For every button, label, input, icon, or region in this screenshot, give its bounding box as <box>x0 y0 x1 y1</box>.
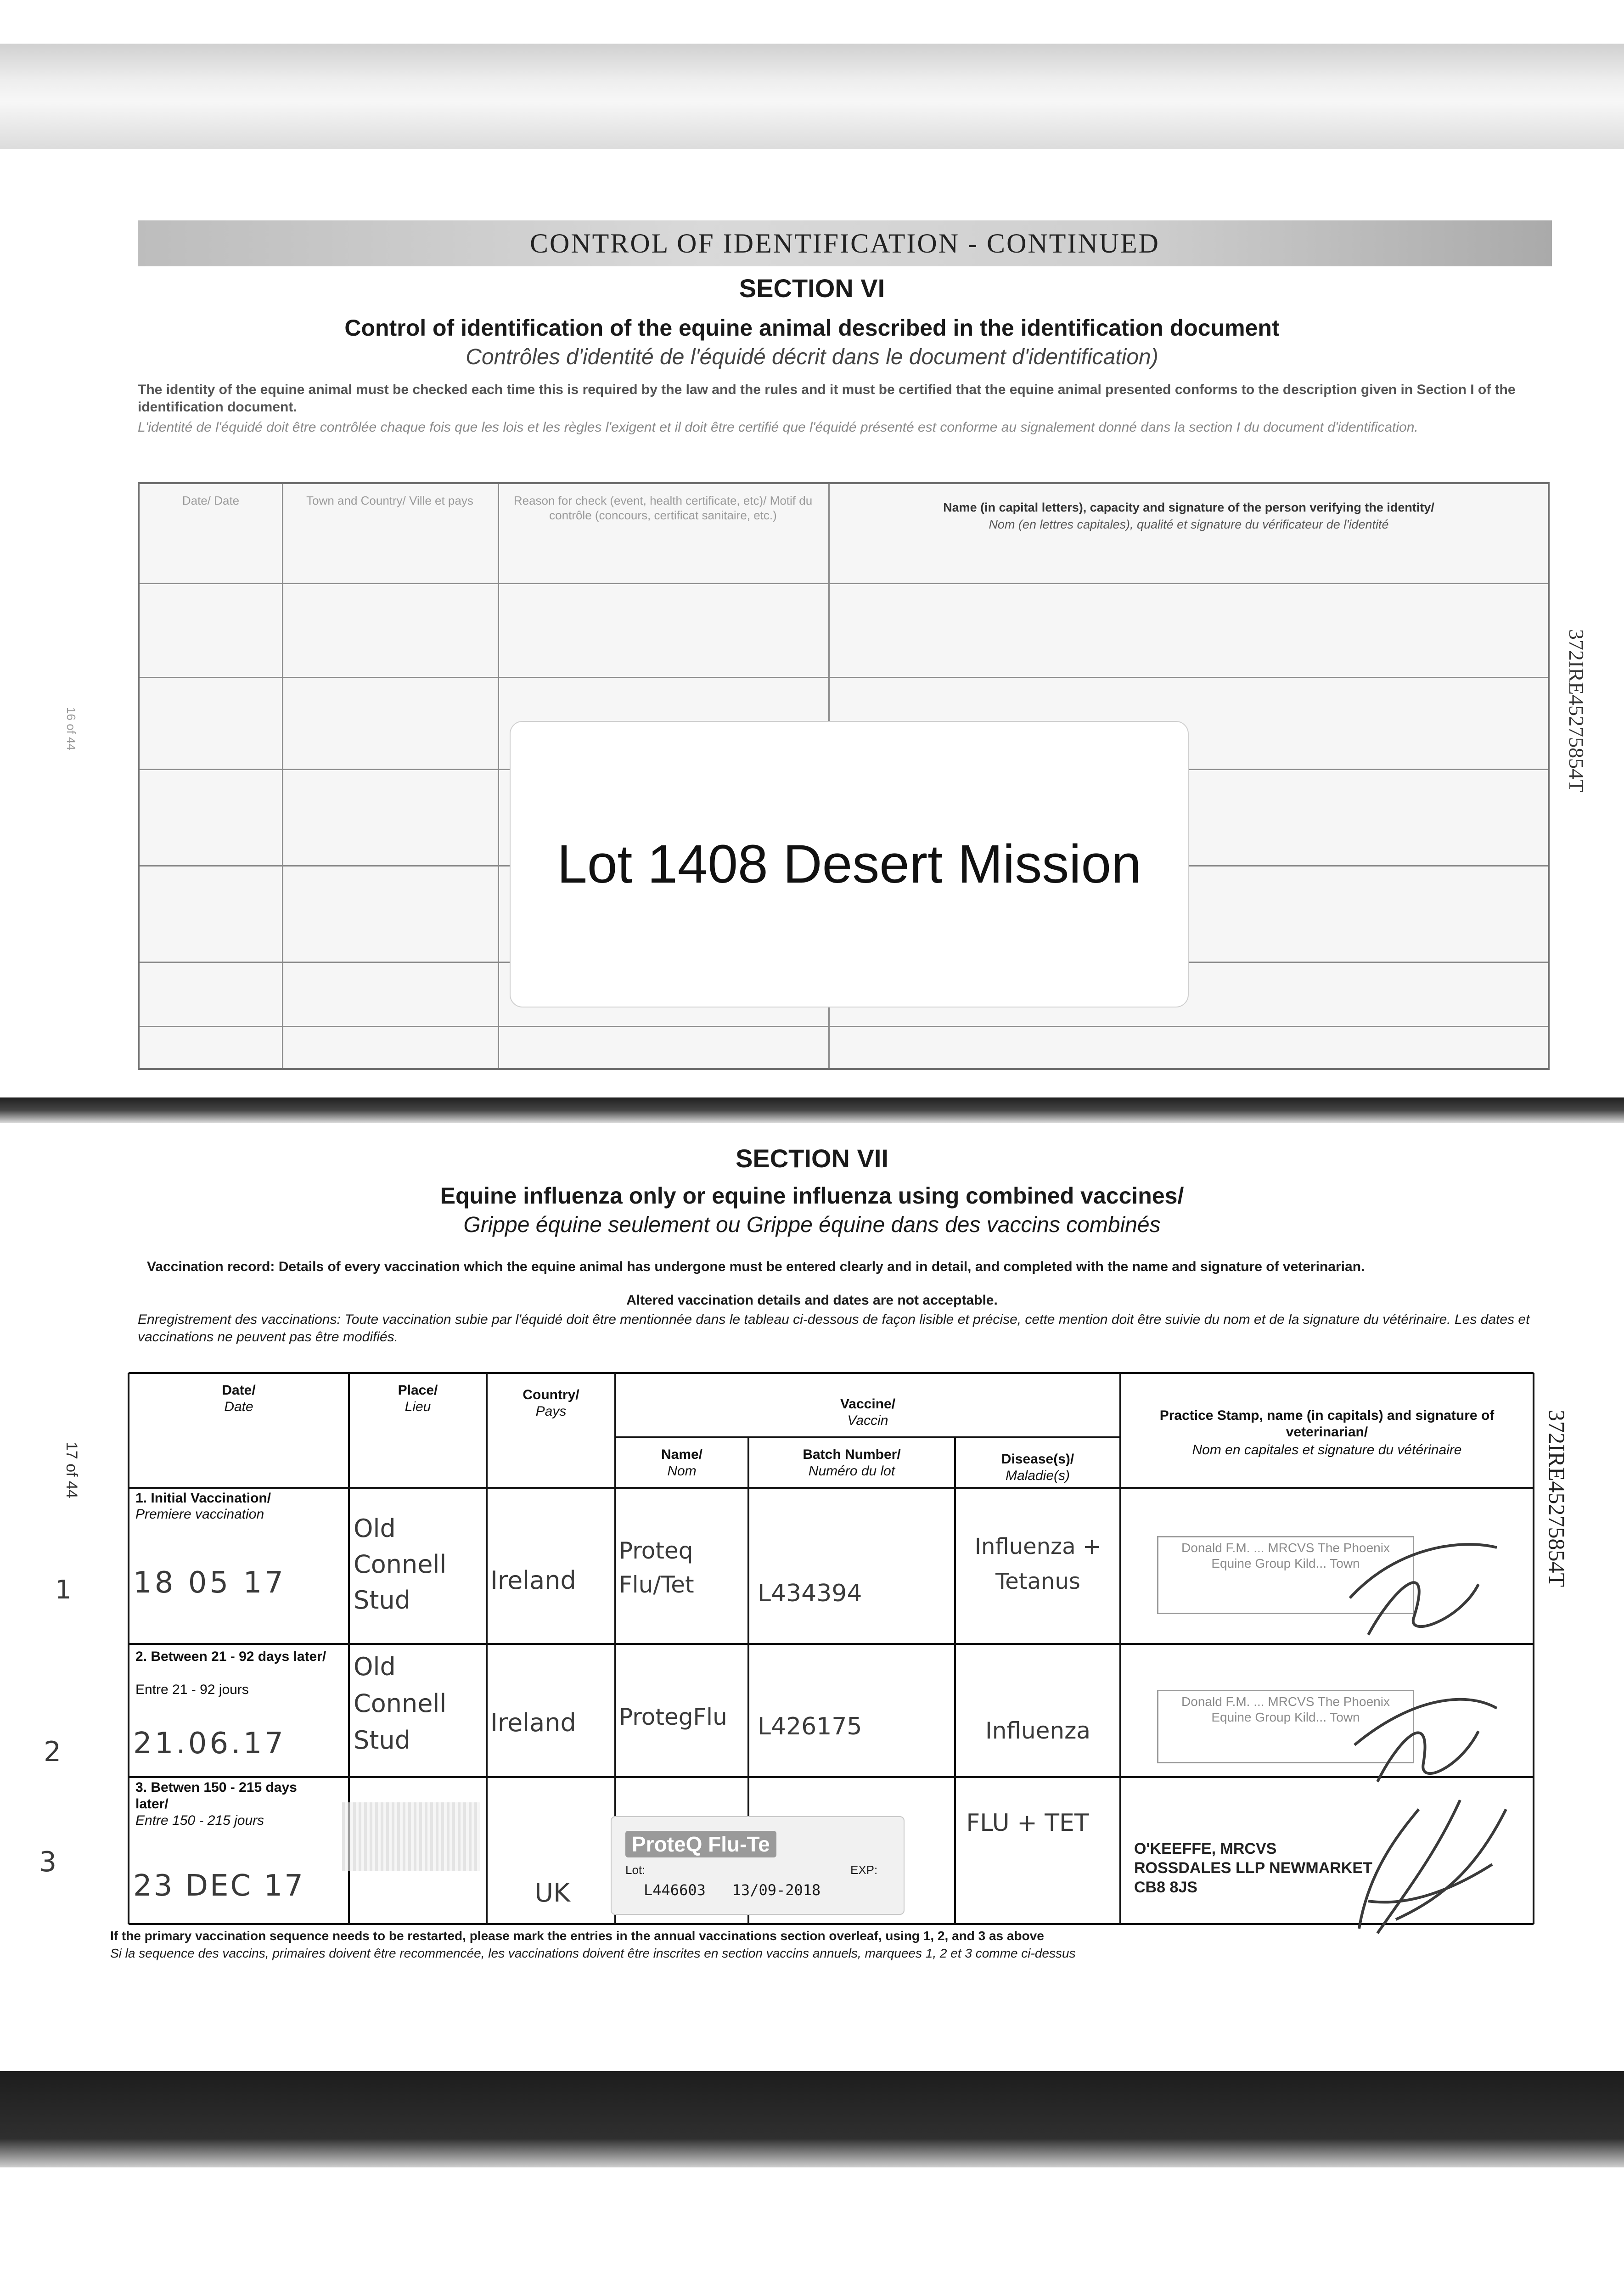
row3-disease: FLU + TET <box>966 1809 1089 1837</box>
row1-vet-stamp: Donald F.M. ... MRCVS The Phoenix Equine Group Kild... Town <box>1157 1536 1414 1614</box>
th-name: Name/ <box>661 1447 703 1462</box>
row3-country: UK <box>534 1878 570 1908</box>
margin-number-2: 2 <box>44 1736 62 1768</box>
section7-title: SECTION VII <box>736 1144 888 1173</box>
row1-label: 1. Initial Vaccination/ <box>135 1491 271 1506</box>
margin-number-1: 1 <box>55 1575 72 1605</box>
th-vaccine: Vaccine/ <box>840 1396 896 1412</box>
page-ref-faded: 16 of 44 <box>64 707 78 750</box>
section6-title: SECTION VI <box>739 274 885 303</box>
th-batch-fr: Numéro du lot <box>808 1463 895 1479</box>
vaccine-lot-label: Lot: <box>625 1863 646 1877</box>
row2-label-fr: Entre 21 - 92 jours <box>135 1682 249 1697</box>
side-id-lower: 372IRE45275854T <box>1544 1410 1570 1587</box>
row1-signature <box>1341 1529 1515 1649</box>
col-name-header-fr: Nom (en lettres capitales), qualité et signature du vérificateur de l'identité <box>989 518 1389 531</box>
section7-subtitle-fr: Grippe équine seulement ou Grippe équine dans des vaccins combinés <box>463 1213 1161 1237</box>
row1-batch: L434394 <box>758 1580 862 1607</box>
side-id-upper: 372IRE45275854T <box>1565 629 1588 793</box>
col-date-header: Date/ Date <box>182 494 240 507</box>
th-place-fr: Lieu <box>405 1399 431 1414</box>
section6-subtitle-fr: Contrôles d'identité de l'équidé décrit dans le document d'identification) <box>466 345 1158 369</box>
page-banner-title: CONTROL OF IDENTIFICATION - CONTINUED <box>138 220 1552 266</box>
section7-subtitle-en: Equine influenza only or equine influenza using combined vaccines/ <box>440 1183 1184 1209</box>
page-ref: 17 of 44 <box>63 1442 80 1498</box>
col-town-header: Town and Country/ Ville et pays <box>306 494 473 507</box>
th-country-fr: Pays <box>535 1404 567 1419</box>
section7-record-en: Vaccination record: Details of every vaccination which the equine animal has undergone must be entered clearly and in detail, and completed with the name and signature of veterinarian. <box>147 1259 1365 1274</box>
row1-date: 18 05 17 <box>133 1566 286 1600</box>
th-stamp: Practice Stamp, name (in capitals) and signature of veterinarian/ <box>1159 1408 1495 1440</box>
col-reason-header: Reason for check (event, health certificate, etc)/ Motif du contrôle (concours, certificat sanitaire, etc.) <box>513 494 813 522</box>
row3-place-faded-stamp <box>342 1802 480 1871</box>
row2-date: 21.06.17 <box>133 1727 286 1761</box>
col-name-header-en: Name (in capital letters), capacity and signature of the person verifying the identity/ <box>943 501 1434 514</box>
th-country: Country/ <box>523 1387 579 1402</box>
row2-vaccine-name: ProtegFlu <box>619 1704 727 1730</box>
row3-label: 3. Betwen 150 - 215 days later/ <box>135 1780 297 1812</box>
section6-intro-en: The identity of the equine animal must be checked each time this is required by the law and the rules and it must be certified that the equine animal presented conforms to the description given in Section I of the identification document. <box>138 382 1516 415</box>
vaccine-exp-label: EXP: <box>850 1863 878 1877</box>
row2-country: Ireland <box>490 1708 576 1737</box>
th-date: Date/ <box>222 1383 256 1398</box>
row1-disease: Influenza + Tetanus <box>974 1534 1101 1594</box>
row1-country: Ireland <box>490 1566 576 1595</box>
lot-sticker: Lot 1408 Desert Mission <box>510 721 1189 1007</box>
footnote-en: If the primary vaccination sequence needs to be restarted, please mark the entries in the annual vaccinations section overleaf, using 1, 2, and 3 as above <box>110 1929 1044 1943</box>
section6-intro-fr: L'identité de l'équidé doit être contrôlée chaque fois que les lois et les règles l'exigent et il doit être certifié que l'équidé présenté est conforme au signalement donné dans la section I du document d'identification. <box>138 420 1418 435</box>
section7-record-fr: Enregistrement des vaccinations: Toute vaccination subie par l'équidé doit être mentionnée dans le tableau ci-dessous de façon lisible et précise, cette mention doit être suivie du nom et de la signature du vétérinaire. Les dates et vaccinations ne peuvent pas être modifiés. <box>138 1312 1530 1345</box>
row2-vet-stamp: Donald F.M. ... MRCVS The Phoenix Equine Group Kild... Town <box>1157 1690 1414 1763</box>
row3-vaccine-label <box>611 1816 905 1915</box>
vaccine-brand: ProteQ Flu-Te <box>625 1831 776 1857</box>
th-stamp-fr: Nom en capitales et signature du vétérinaire <box>1192 1442 1462 1458</box>
row1-vaccine-name: Proteq Flu/Tet <box>619 1537 694 1598</box>
row1-place: Old Connell Stud <box>354 1514 447 1615</box>
section7-record-en-2: Altered vaccination details and dates are not acceptable. <box>626 1293 998 1308</box>
th-name-fr: Nom <box>667 1463 697 1479</box>
th-disease-fr: Maladie(s) <box>1005 1468 1070 1483</box>
row2-place: Old Connell Stud <box>354 1652 447 1755</box>
th-disease: Disease(s)/ <box>1001 1452 1074 1467</box>
vaccine-lot-values: L446603 13/09-2018 <box>644 1881 821 1899</box>
row2-signature <box>1345 1671 1511 1791</box>
row3-vet-stamp: O'KEEFFE, MRCVS ROSSDALES LLP NEWMARKET CB8 8JS <box>1134 1840 1372 1896</box>
section6-subtitle-en: Control of identification of the equine animal described in the identification document <box>344 315 1280 341</box>
th-batch: Batch Number/ <box>803 1447 901 1462</box>
row3-label-fr: Entre 150 - 215 jours <box>135 1813 264 1828</box>
th-vaccine-fr: Vaccin <box>847 1413 888 1428</box>
margin-number-3: 3 <box>39 1846 57 1878</box>
row3-date: 23 DEC 17 <box>133 1869 305 1903</box>
row2-batch: L426175 <box>758 1713 862 1740</box>
row1-label-fr: Premiere vaccination <box>135 1507 264 1522</box>
footnote-fr: Si la sequence des vaccins, primaires doivent être recommencée, les vaccinations doivent être inscrites en section vaccins annuels, marquees 1, 2 et 3 comme ci-dessus <box>110 1946 1076 1960</box>
th-date-fr: Date <box>224 1399 253 1414</box>
th-place: Place/ <box>398 1383 438 1398</box>
row3-signature <box>1341 1782 1534 1947</box>
row2-disease: Influenza <box>985 1717 1090 1744</box>
row2-label: 2. Between 21 - 92 days later/ <box>135 1649 326 1664</box>
